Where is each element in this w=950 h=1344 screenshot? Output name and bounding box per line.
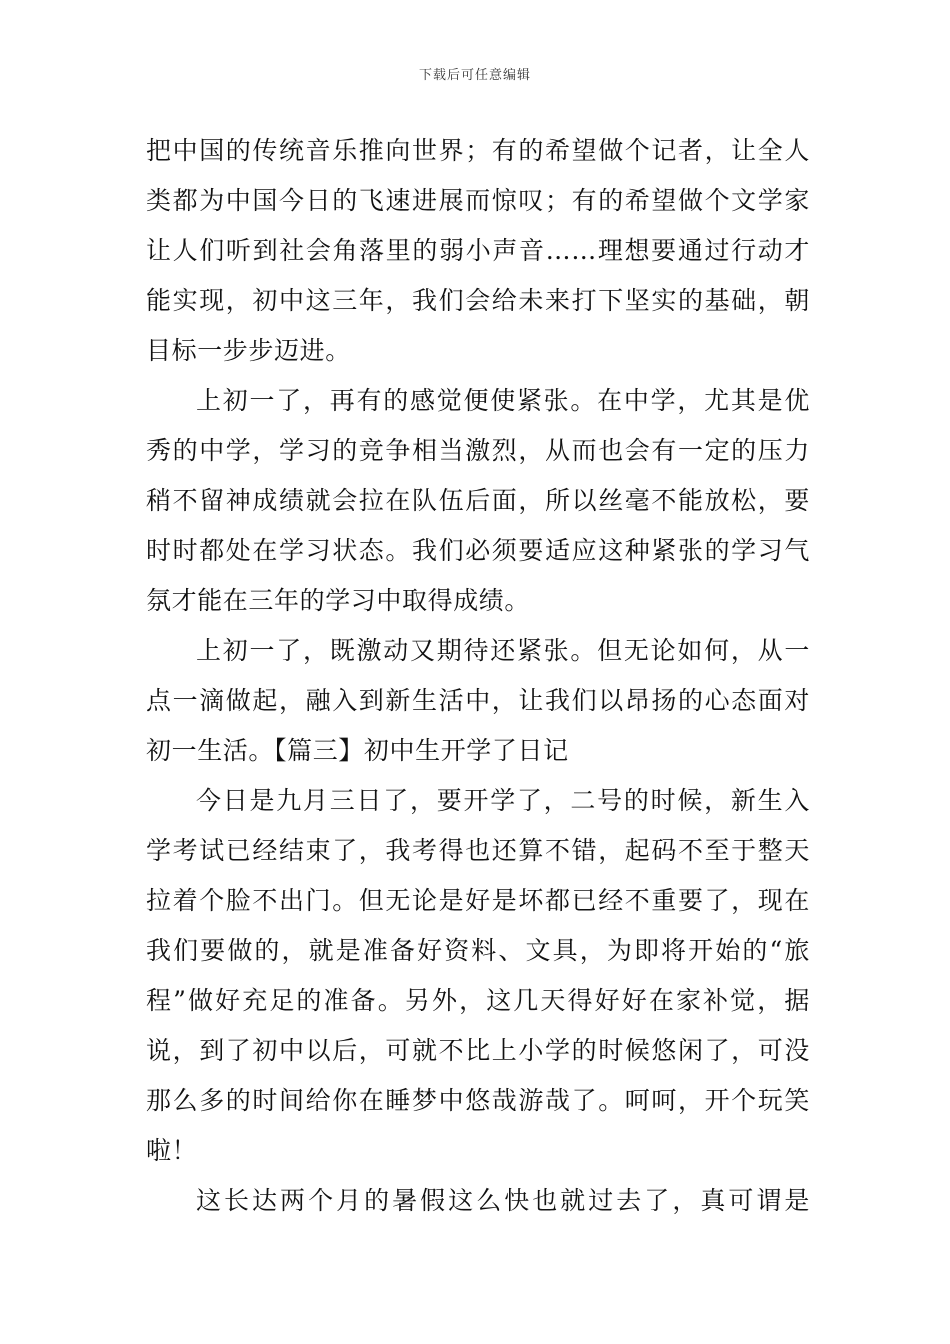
paragraph <box>146 126 810 376</box>
text-line: 啦！ <box>146 1136 198 1165</box>
text-line: 程”做好充足的准备。另外，这几天得好好在家补觉，据 <box>146 986 810 1015</box>
text-line: 这长达两个月的暑假这么快也就过去了，真可谓是 <box>196 1186 810 1215</box>
text-line: 把中国的传统音乐推向世界；有的希望做个记者，让全人 <box>146 136 810 165</box>
text-line: 拉着个脸不出门。但无论是好是坏都已经不重要了，现在 <box>146 886 810 915</box>
text-line: 能实现，初中这三年，我们会给未来打下坚实的基础，朝 <box>146 286 810 315</box>
text-line: 那么多的时间给你在睡梦中悠哉游哉了。呵呵，开个玩笑 <box>146 1086 810 1115</box>
text-line: 今日是九月三日了，要开学了，二号的时候，新生入 <box>196 786 810 815</box>
text-line: 秀的中学，学习的竞争相当激烈，从而也会有一定的压力 <box>146 436 810 465</box>
paragraph <box>146 626 810 776</box>
paragraph <box>146 776 810 1176</box>
paragraph <box>146 1176 810 1226</box>
document-body <box>146 126 810 1226</box>
text-line: 点一滴做起，融入到新生活中，让我们以昂扬的心态面对 <box>146 686 810 715</box>
text-line: 氛才能在三年的学习中取得成绩。 <box>146 586 531 615</box>
text-line: 我们要做的，就是准备好资料、文具，为即将开始的“旅 <box>146 936 810 965</box>
text-line: 目标一步步迈进。 <box>146 336 351 365</box>
text-line: 说，到了初中以后，可就不比上小学的时候悠闲了，可没 <box>146 1036 810 1065</box>
text-line: 学考试已经结束了，我考得也还算不错，起码不至于整天 <box>146 836 810 865</box>
text-line: 时时都处在学习状态。我们必须要适应这种紧张的学习气 <box>146 536 810 565</box>
text-line: 稍不留神成绩就会拉在队伍后面，所以丝毫不能放松，要 <box>146 486 810 515</box>
text-line: 初一生活。【篇三】初中生开学了日记 <box>146 736 569 765</box>
page-header: 下载后可任意编辑 <box>418 68 531 83</box>
text-line: 类都为中国今日的飞速进展而惊叹；有的希望做个文学家 <box>146 186 810 215</box>
text-line: 上初一了，既激动又期待还紧张。但无论如何，从一 <box>196 636 810 665</box>
text-line: 上初一了，再有的感觉便使紧张。在中学，尤其是优 <box>196 386 810 415</box>
text-line: 让人们听到社会角落里的弱小声音……理想要通过行动才 <box>146 236 810 265</box>
paragraph <box>146 376 810 626</box>
